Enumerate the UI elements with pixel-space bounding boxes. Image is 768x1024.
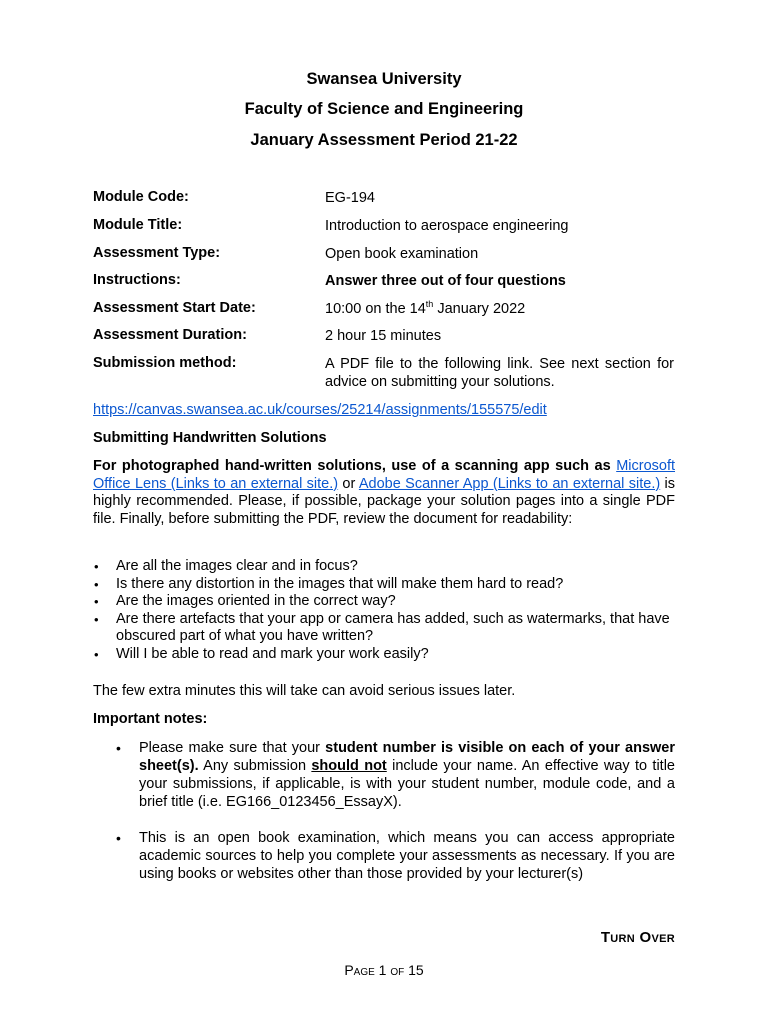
list-item: • Will I be able to read and mark your work easily? (93, 646, 678, 664)
instructions-value: Answer three out of four questions (325, 273, 566, 289)
submission-label: Submission method: (93, 355, 237, 371)
module-title-label: Module Title: (93, 217, 183, 233)
note-item: • This is an open book examination, which means you can access appropriate academic sources to help you complete your assessments as necessary. If you are using books or websites other than those provided by your lecturer(s) (116, 829, 675, 883)
university-title: Swansea University (306, 70, 462, 88)
list-item: • Is there any distortion in the images that will make them hard to read? (93, 576, 678, 594)
duration-value: 2 hour 15 minutes (325, 328, 442, 344)
assessment-type-label: Assessment Type: (93, 245, 221, 261)
duration-label: Assessment Duration: (93, 327, 247, 343)
intro-bold-text: For photographed hand-written solutions, use of a scanning app such as (93, 458, 611, 474)
module-code-value: EG-194 (325, 190, 375, 206)
faculty-title: Faculty of Science and Engineering (244, 100, 524, 118)
note1-d: should not (311, 758, 387, 774)
start-date-post: January 2022 (433, 301, 526, 317)
readability-checklist (93, 558, 678, 663)
list-item: • Are the images oriented in the correct way? (93, 593, 678, 611)
important-notes-list (116, 739, 675, 883)
handwritten-intro (93, 458, 675, 528)
start-date-pre: 10:00 on the 14 (325, 301, 426, 317)
or-text: or (338, 475, 359, 492)
intro-rest-text: is highly recommended. Please, if possible, package your solution pages into a single PDF file. Finally, before submitting the PDF, review the document for readability: (93, 475, 676, 527)
list-item: • Are all the images clear and in focus? (93, 558, 678, 576)
page-number: Page 1 of 15 (344, 962, 424, 978)
important-notes-heading: Important notes: (93, 711, 208, 727)
note1-b: student number is visible on each of your answer sheet(s). (139, 740, 675, 774)
start-date-sup: th (425, 299, 434, 310)
start-date-label: Assessment Start Date: (93, 300, 256, 316)
module-code-label: Module Code: (93, 189, 189, 205)
adobe-scanner-link[interactable]: Adobe Scanner App (Links to an external site.) (358, 475, 661, 492)
note-item (116, 739, 675, 811)
instructions-label: Instructions: (93, 272, 181, 288)
submission-link-line (93, 402, 675, 420)
handwritten-heading: Submitting Handwritten Solutions (93, 430, 327, 446)
start-date-value (325, 300, 674, 318)
submission-link[interactable]: https://canvas.swansea.ac.uk/courses/25214/assignments/155575/edit (93, 402, 547, 418)
office-lens-link[interactable]: Microsoft Office Lens (Links to an external site.) (93, 458, 676, 492)
note1-e: include your name. An effective way to title your submissions, if applicable, is with your student number, module code, and a brief title (i.e. EG166_0123456_EssayX). (139, 758, 675, 810)
note1-c: Any submission (198, 758, 312, 774)
submission-value: A PDF file to the following link. See next section for advice on submitting your solutions. (325, 356, 674, 390)
turn-over-label: Turn Over (600, 929, 675, 946)
note1-a: Please make sure that your (139, 740, 326, 756)
assessment-period-title: January Assessment Period 21-22 (250, 131, 518, 149)
list-item: • Are there artefacts that your app or camera has added, such as watermarks, that have obscured part of what you have written? (93, 611, 678, 646)
closing-text: The few extra minutes this will take can avoid serious issues later. (93, 683, 516, 699)
module-title-value: Introduction to aerospace engineering (325, 218, 569, 234)
assessment-type-value: Open book examination (325, 246, 479, 262)
